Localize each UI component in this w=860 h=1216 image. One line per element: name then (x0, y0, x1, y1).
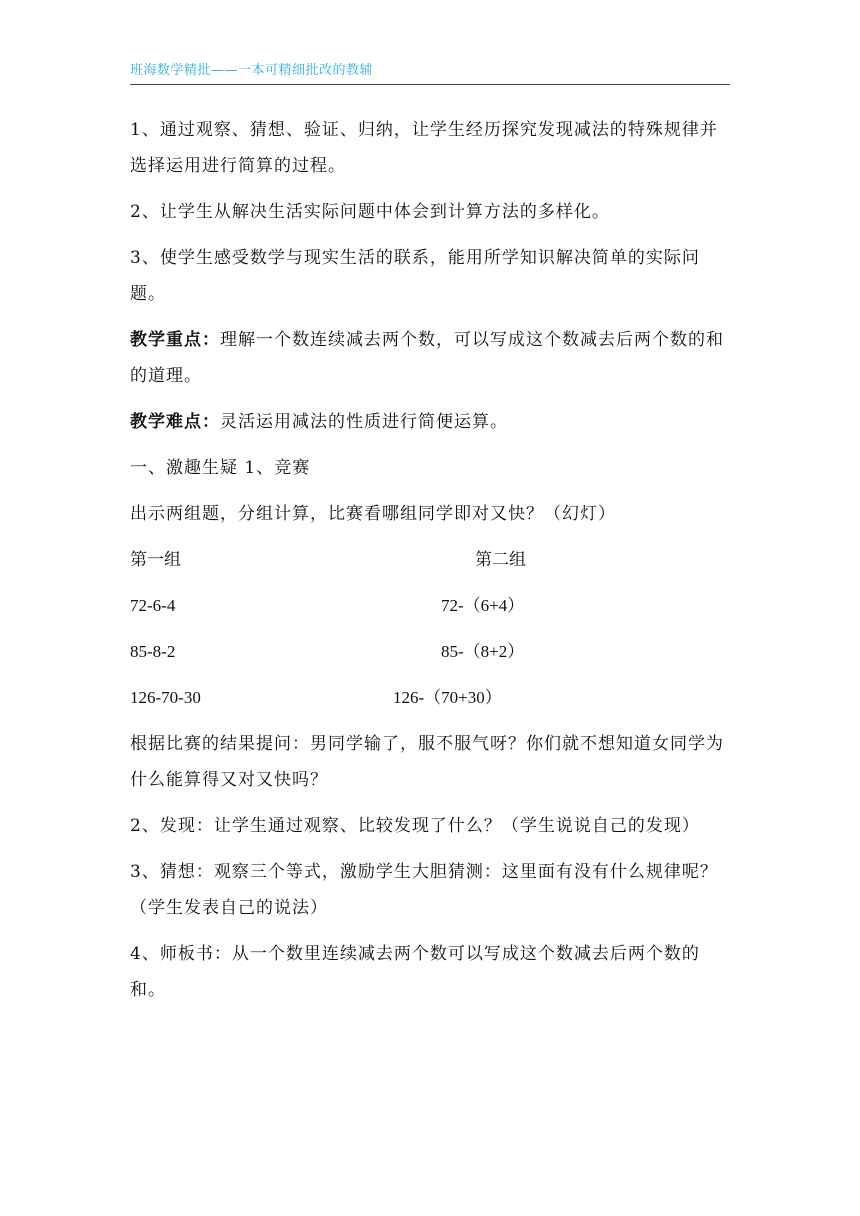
group2-problem: 72-（6+4） (441, 596, 525, 615)
board-writing-paragraph: 4、师板书：从一个数里连续减去两个数可以写成这个数减去后两个数的和。 (130, 944, 700, 1000)
group1-label: 第一组 (130, 550, 181, 569)
key-point-text: 理解一个数连续减去两个数，可以写成这个数减去后两个数的和的道理。 (130, 330, 724, 386)
group2-problem: 126-（70+30） (393, 688, 502, 707)
header-title: 班海数学精批——一本可精细批改的教辅 (130, 63, 374, 78)
guess-paragraph: 3、猜想：观察三个等式，激励学生大胆猜测：这里面有没有什么规律呢？（学生发表自己的说法） (130, 862, 718, 918)
key-point-label: 教学重点： (130, 330, 220, 350)
group1-problem: 126-70-30 (130, 688, 201, 707)
difficulty-label: 教学难点： (130, 412, 220, 432)
question-paragraph: 根据比赛的结果提问：男同学输了，服不服气呀？你们就不想知道女同学为什么能算得又对又快吗？ (130, 734, 724, 790)
objective-2: 2、让学生从解决生活实际问题中体会到计算方法的多样化。 (130, 202, 610, 222)
discovery-paragraph: 2、发现：让学生通过观察、比较发现了什么？（学生说说自己的发现） (130, 816, 700, 836)
group2-label: 第二组 (475, 550, 526, 569)
group1-problem: 72-6-4 (130, 596, 176, 615)
objective-1: 1、通过观察、猜想、验证、归纳，让学生经历探究发现减法的特殊规律并选择运用进行简算的过程。 (130, 120, 718, 176)
teaching-key-point (130, 322, 730, 394)
problem-row (130, 588, 730, 624)
problem-row (130, 680, 730, 716)
group1-problem: 85-8-2 (130, 642, 176, 661)
document-body (130, 112, 730, 1018)
difficulty-text: 灵活运用减法的性质进行简便运算。 (220, 412, 508, 432)
page-header (130, 62, 730, 85)
teaching-difficulty (130, 404, 730, 440)
section-heading: 一、激趣生疑 1、竞赛 (130, 458, 311, 478)
group2-problem: 85-（8+2） (441, 642, 525, 661)
competition-intro: 出示两组题，分组计算，比赛看哪组同学即对又快？（幻灯） (130, 504, 616, 524)
group-header-row (130, 542, 730, 578)
problem-row (130, 634, 730, 670)
objective-3: 3、使学生感受数学与现实生活的联系，能用所学知识解决简单的实际问题。 (130, 248, 700, 304)
